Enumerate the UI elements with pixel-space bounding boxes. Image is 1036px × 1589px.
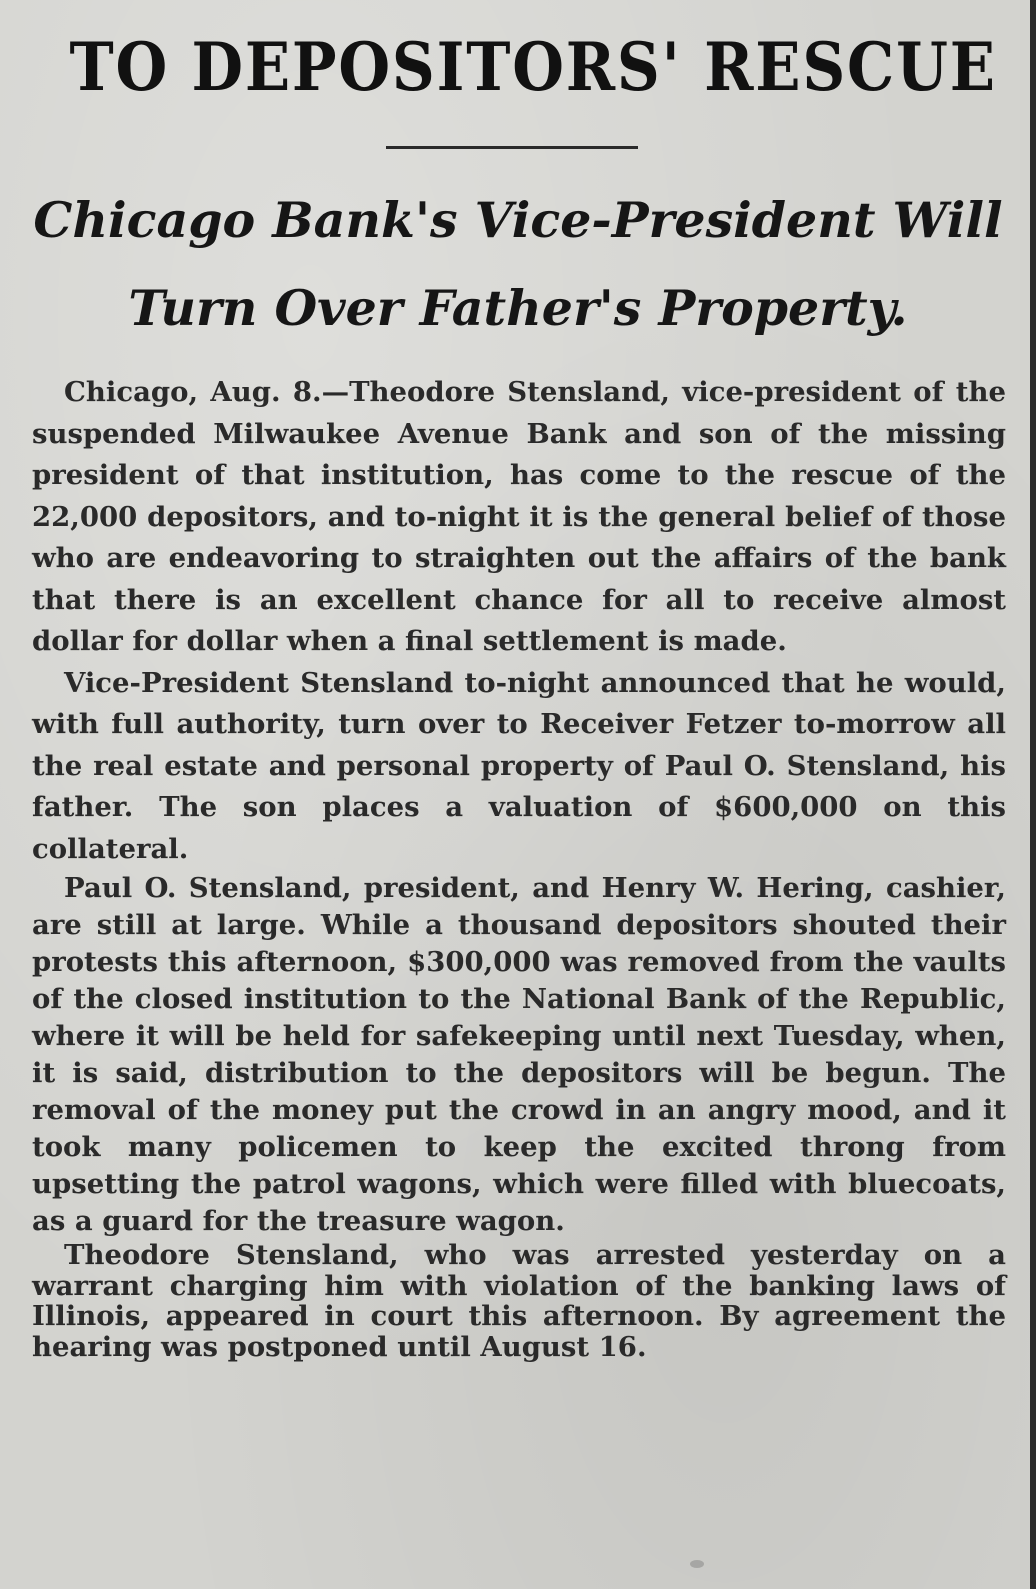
column-rule [1030, 0, 1036, 1589]
article-paragraph: Chicago, Aug. 8.—Theodore Stensland, vice-president of the suspended Milwaukee Avenue Bank and son of the missing president of that institution, has come to the rescue of the 22,000 depositors, and to-night it is the general belief of those who are endeavoring to straighten out the affairs of the bank that there is an excellent chance for all to receive almost dollar for dollar when a final settlement is made. [32, 376, 1006, 657]
ink-smudge [690, 1560, 704, 1568]
article-body [32, 372, 1006, 1362]
headline: TO DEPOSITORS' RESCUE [69, 28, 997, 106]
article-paragraph: Theodore Stensland, who was arrested yesterday on a warrant charging him with violation of the banking laws of Illinois, appeared in court this afternoon. By agreement the hearing was postponed until August 16. [32, 1239, 1006, 1363]
article-paragraph: Paul O. Stensland, president, and Henry W. Hering, cashier, are still at large. While a thousand depositors shouted their protests this afternoon, $300,000 was removed from the vaults of the closed institution to the National Bank of the Republic, where it will be held for safekeeping until next Tuesday, when, it is said, distribution to the depositors will be begun. The removal of the money put the crowd in an angry mood, and it took many policemen to keep the excited throng from upsetting the patrol wagons, which were filled with bluecoats, as a guard for the treasure wagon. [32, 872, 1006, 1237]
article-paragraph: Vice-President Stensland to-night announced that he would, with full authority, turn over to Receiver Fetzer to-morrow all the real estate and personal property of Paul O. Stensland, his father. The son places a valuation of $600,000 on this collateral. [32, 666, 1006, 865]
headline-divider [386, 146, 638, 149]
subheadline: Chicago Bank's Vice-President Will Turn Over Father's Property. [33, 191, 1003, 337]
